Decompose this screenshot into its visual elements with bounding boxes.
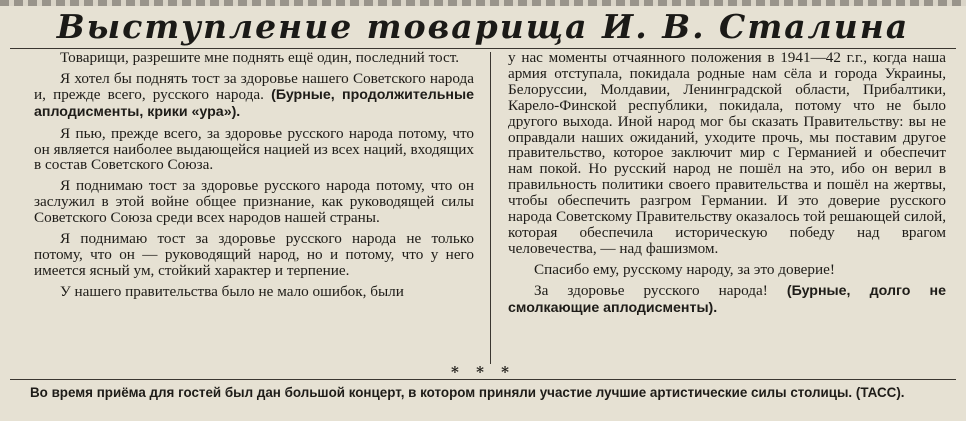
footer-note: Во время приёма для гостей был дан большой концерт, в котором приняли участие лучшие артистические силы столицы. (ТАСС). [30,385,905,400]
paragraph: Я пью, прежде всего, за здоровье русского народа потому, что он является наиболее выдающейся нацией из всех наций, входящих в состав Советского Союза. [34,124,474,174]
paragraph [34,71,474,121]
article-headline: Выступление товарища И. В. Сталина [56,7,910,46]
paragraph: у нас моменты отчаянного положения в 1941—42 г.г., когда наша армия отступала, покидала родные нам сёла и города Украины, Белоруссии, Молдавии, Ленинградской области, Прибалтики, Карело-Финской республики, покидала, потому что не было другого выхода. Иной народ мог бы сказать Правительству: вы не оправдали наших ожиданий, уходите прочь, мы поставим другое правительство, которое заключит мир с Германией и обеспечит нам покой. Но русский народ не пошёл на это, ибо он верил в правильность политики своего правительства и пошёл на жертвы, чтобы обеспечить разгром Германии. И это доверие русского народа Советскому Правительству оказалось той решающей силой, которая обеспечила историческую победу над врагом человечества, — над фашизмом. [508,49,946,257]
paragraph-text: За здоровье русского народа! [534,281,768,299]
paragraph [508,283,946,317]
paragraph: Спасибо ему, русскому народу, за это доверие! [534,260,835,278]
column-divider [490,52,491,364]
paragraph: Я поднимаю тост за здоровье русского народа потому, что он заслужил в этой войне общее признание, как руководящей силы Советского Союза среди всех народов нашей страны. [34,177,474,227]
footer-rule [10,379,956,380]
left-column [34,50,474,305]
audience-reaction: (Бурные, продолжительные аплодисменты, крики «ура»). [34,86,475,120]
paragraph: У нашего правительства было не мало ошибок, были [60,282,404,300]
right-column [508,50,946,322]
paragraph: Товарищи, разрешите мне поднять ещё один, последний тост. [60,49,460,66]
paragraph: Я поднимаю тост за здоровье русского народа не только потому, что он — руководящий народ, но и потому, что у него имеется ясный ум, стойкий характер и терпение. [34,230,474,279]
audience-reaction: (Бурные, долго не смолкающие аплодисменты). [508,282,947,316]
paragraph-text: Я хотел бы поднять тост за здоровье нашего Советского народа и, прежде всего, русского народа. [34,69,474,103]
section-separator: * * * [451,363,515,381]
